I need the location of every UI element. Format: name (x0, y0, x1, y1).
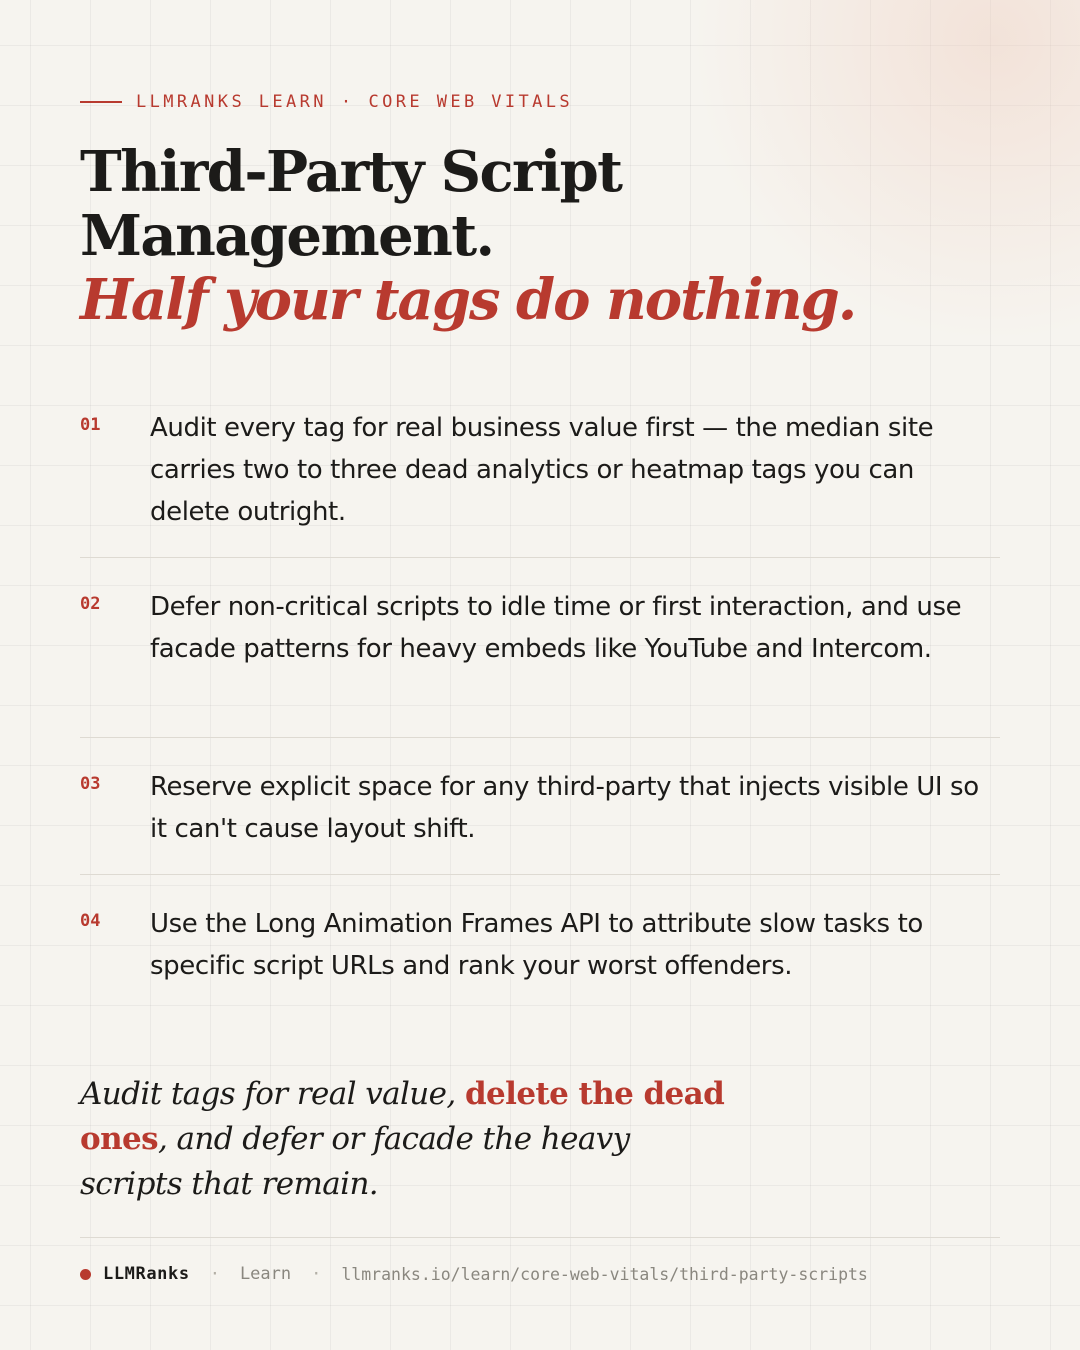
footer-url: llmranks.io/learn/core-web-vitals/third-party-scripts (341, 1264, 868, 1284)
page-title (80, 140, 1020, 332)
item-number: 04 (80, 911, 101, 931)
footer-separator: · (209, 1264, 220, 1284)
title-accent: Half your tags do nothing. (80, 267, 856, 333)
list-item (80, 903, 1000, 993)
eyebrow-rule (80, 101, 122, 103)
item-text: Reserve explicit space for any third-party that injects visible UI so it can't cause layout shift. (150, 772, 979, 844)
eyebrow-category: CORE WEB VITALS (368, 92, 574, 112)
eyebrow (80, 90, 573, 114)
footer (80, 1261, 1000, 1287)
item-text: Defer non-critical scripts to idle time or first interaction, and use facade patterns for heavy embeds like YouTube and Intercom. (150, 592, 962, 664)
footer-brand: LLMRanks (103, 1264, 190, 1284)
eyebrow-brand: LLMRANKS LEARN (136, 92, 327, 112)
eyebrow-separator: · (340, 92, 355, 112)
item-number: 01 (80, 415, 101, 435)
item-number: 03 (80, 774, 101, 794)
item-number: 02 (80, 594, 101, 614)
summary (80, 1072, 740, 1207)
summary-lead: Audit tags for real value, (80, 1076, 465, 1112)
brand-dot-icon (80, 1269, 91, 1280)
footer-divider (80, 1237, 1000, 1238)
item-text: Use the Long Animation Frames API to attribute slow tasks to specific script URLs and rank your worst offenders. (150, 909, 923, 981)
footer-separator: · (311, 1264, 322, 1284)
title-line-1: Third-Party Script (80, 139, 622, 205)
item-text: Audit every tag for real business value first — the median site carries two to three dead analytics or heatmap tags you can delete outright. (150, 413, 934, 527)
summary-tail: , and defer or facade the heavy scripts that remain. (80, 1121, 630, 1202)
list-item (80, 407, 1000, 558)
summary-highlight: delete the dead ones (80, 1076, 725, 1157)
title-line-2: Management. (80, 203, 494, 269)
list-item (80, 766, 1000, 875)
list-item (80, 586, 1000, 738)
footer-section: Learn (239, 1264, 292, 1284)
